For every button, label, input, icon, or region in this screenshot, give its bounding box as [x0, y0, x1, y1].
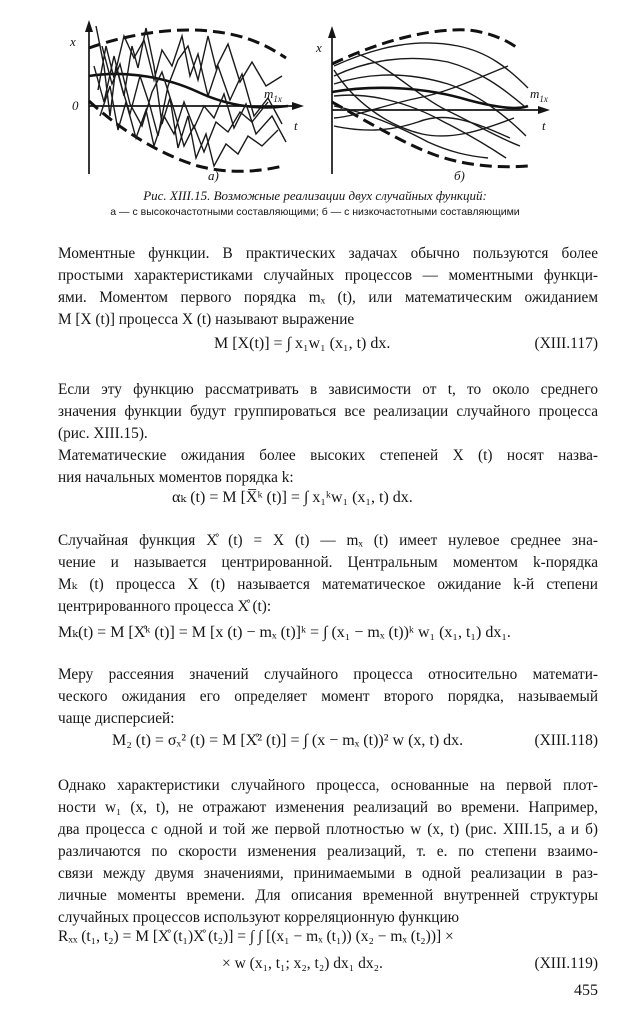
text-line: Математические ожидания более высоких степеней X (t) носят назва-	[58, 447, 598, 464]
text-line: Моментные функции. В практических задачах обычно пользуются более	[58, 245, 598, 262]
formula-xiii-117: M [X(t)] = ∫ x₁w₁ (x₁, t) dx.	[214, 335, 391, 352]
equation-number-117: (XIII.117)	[534, 335, 598, 352]
panel-a-label: а)	[208, 168, 219, 183]
figure-xiii-15	[58, 6, 578, 184]
formula-xiii-118: M₂ (t) = σₓ² (t) = M [X̊² (t)] = ∫ (x − mₓ (t))² w (x, t) dx.	[112, 732, 464, 749]
text-line: различаются по скорости изменения реализаций, т. е. по степени взаимо-	[58, 843, 598, 860]
figure-caption-legend: а — с высокочастотными составляющими; б — с низкочастотными составляющими	[110, 206, 520, 218]
figure-svg	[58, 6, 578, 184]
panel-a-plot	[69, 20, 304, 183]
text-line: Случайная функция X̊ (t) = X (t) — mₓ (t) имеет нулевое среднее зна-	[58, 532, 598, 549]
panel-b-mean-label: $m_{1x}$	[530, 86, 548, 104]
panel-b-plot	[315, 26, 550, 183]
panel-b-mean-curve	[332, 88, 528, 108]
panel-b-x-label: x	[316, 40, 322, 55]
text-line: M [X (t)] процесса X (t) называют выражение	[58, 311, 355, 328]
text-line: значения функции будут группироваться все реализации случайного процесса	[58, 403, 598, 420]
equation-number-118: (XIII.118)	[534, 732, 598, 749]
panel-a-lower-envelope	[89, 101, 283, 171]
text-line: чение и называется центрированной. Центральным моментом k-порядка	[58, 554, 598, 571]
panel-a-x-label: x	[70, 34, 76, 49]
formula-initial-moment: αₖ (t) = M [X̅ᵏ (t)] = ∫ x₁ᵏw₁ (x₁, t) dx.	[172, 489, 413, 506]
text-line: ния начальных моментов порядка k:	[58, 469, 294, 486]
panel-a-x-arrow	[85, 20, 93, 32]
panel-b-x-arrow	[328, 26, 336, 38]
formula-xiii-119-line2: × w (x₁, t₁; x₂, t₂) dx₁ dx₂.	[222, 955, 383, 972]
panel-a-mean-label: $m_{1x}$	[264, 86, 282, 104]
text-line: чаще дисперсией:	[58, 710, 175, 727]
text-line: личные моменты времени. Для описания временной внутренней структуры	[58, 887, 598, 904]
panel-a-realization	[94, 36, 282, 136]
text-line: Однако характеристики случайного процесса, основанные на первой плот-	[58, 777, 598, 794]
panel-a-upper-envelope	[89, 30, 286, 58]
text-line: ности w₁ (x, t), не отражают изменения реализаций во времени. Например,	[58, 799, 598, 816]
formula-xiii-119-line1: Rₓₓ (t₁, t₂) = M [X̊ (t₁)X̊ (t₂)] = ∫ ∫ [(x₁ − mₓ (t₁)) (x₂ − mₓ (t₂))] ×	[58, 928, 454, 945]
formula-central-moment: Mₖ(t) = M [X̊ᵏ (t)] = M [x (t) − mₓ (t)]ᵏ = ∫ (x₁ − mₓ (t))ᵏ w₁ (x₁, t₁) dx₁.	[58, 624, 511, 641]
panel-b-label: б)	[454, 168, 465, 183]
text-line: простыми характеристиками случайных процессов — моментными функци-	[58, 267, 598, 284]
panel-b-t-arrow	[538, 106, 550, 114]
panel-a-realization	[98, 36, 282, 124]
panel-a-origin-label: 0	[72, 98, 79, 113]
text-line: связи между двумя значениями, принимаемыми в одной реализации в раз-	[58, 865, 598, 882]
figure-caption: Рис. XIII.15. Возможные реализации двух случайных функций:	[143, 188, 487, 203]
panel-b-t-label: t	[542, 118, 546, 133]
text-line: Меру рассеяния значений случайного процесса относительно математи-	[58, 666, 598, 683]
text-line: два процесса с одной и той же первой плотностью w (x, t) (рис. XIII.15, а и б)	[58, 821, 598, 838]
panel-a-t-arrow	[292, 102, 304, 110]
text-line: ями. Моментом первого порядка mₓ (t), или математическим ожиданием	[58, 289, 598, 306]
panel-b-realization	[334, 117, 510, 138]
equation-number-119: (XIII.119)	[534, 955, 598, 972]
text-line: Если эту функцию рассматривать в зависимости от t, то около среднего	[58, 381, 598, 398]
text-line: Mₖ (t) процесса X (t) называется математическое ожидание k-й степени	[58, 576, 598, 593]
text-line: центрированного процесса X̊ (t):	[58, 598, 272, 615]
panel-b-realization	[334, 58, 524, 106]
text-line: (рис. XIII.15).	[58, 425, 148, 442]
panel-a-realization	[102, 46, 268, 152]
text-line: ческого ожидания его определяет момент второго порядка, называемый	[58, 688, 598, 705]
panel-a-t-label: t	[294, 118, 298, 133]
page-number: 455	[574, 982, 598, 999]
text-line: случайных процессов используют корреляционную функцию	[58, 909, 460, 926]
